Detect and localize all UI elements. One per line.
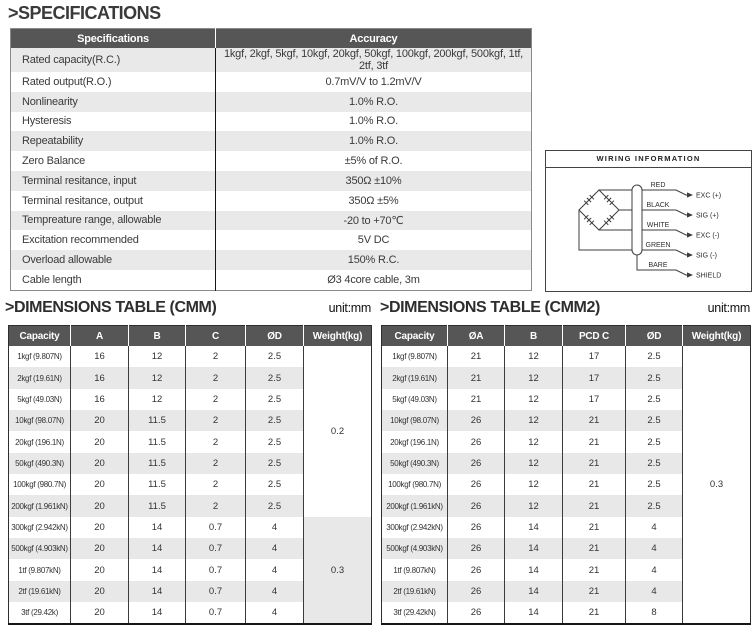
dim-column-header: B [505,326,563,347]
dim-value-cell: 21 [563,431,626,452]
dim-value-cell: 11.5 [129,453,186,474]
dim-column-header: Weight(kg) [304,326,372,347]
spec-column-header: Specifications [11,29,216,49]
dim-value-cell: 16 [71,389,129,410]
dim-capacity-cell: 200kgf (1.961kN) [9,495,71,516]
spec-row-label: Overload allowable [11,250,216,270]
dim-capacity-cell: 5kgf (49.03N) [382,389,448,410]
spec-row [11,171,532,191]
dim-value-cell: 2 [186,495,246,516]
spec-row-value: 0.7mV/V to 1.2mV/V [216,72,532,92]
dimensions-table-cmm2 [381,325,751,625]
dim-value-cell: 8 [626,602,683,624]
dim-capacity-cell: 100kgf (980.7N) [9,474,71,495]
dim-value-cell: 4 [246,559,304,580]
dim-value-cell: 20 [71,517,129,538]
wire-signal-label: SIG (+) [696,212,719,220]
wire-color-label: BARE [648,262,668,269]
dim-value-cell: 11.5 [129,431,186,452]
wire-green [642,242,717,260]
dim-value-cell: 14 [505,538,563,559]
dim-value-cell: 21 [563,559,626,580]
dim-capacity-cell: 1tf (9.807kN) [9,559,71,580]
dim-value-cell: 21 [448,367,505,388]
dim-value-cell: 14 [129,581,186,602]
dim-value-cell: 12 [505,389,563,410]
spec-row [11,48,532,72]
dim-column-header: ØA [448,326,505,347]
dim-value-cell: 16 [71,346,129,367]
spec-row-label: Tempreature range, allowable [11,211,216,231]
spec-row-value: 1.0% R.O. [216,92,532,112]
accuracy-column-header: Accuracy [216,29,532,49]
dimensions-table-cmm [8,325,372,625]
dim-header-row [382,326,751,347]
dim-capacity-cell: 300kgf (2.942kN) [9,517,71,538]
dim-value-cell: 17 [563,346,626,367]
dim-value-cell: 2.5 [246,474,304,495]
dim-weight-cell: 0.2 [304,346,372,517]
dim-weight-cell: 0.3 [304,517,372,625]
dim-value-cell: 26 [448,517,505,538]
dim-value-cell: 2.5 [626,410,683,431]
spec-row-value: 5V DC [216,230,532,250]
dim-value-cell: 4 [246,581,304,602]
dim-value-cell: 11.5 [129,495,186,516]
dim-row [382,346,751,367]
dim-value-cell: 21 [563,581,626,602]
dim-value-cell: 21 [448,389,505,410]
dim-value-cell: 26 [448,602,505,624]
dim-value-cell: 12 [505,474,563,495]
dim-value-cell: 4 [626,538,683,559]
dim-capacity-cell: 2tf (19.61kN) [9,581,71,602]
dim-value-cell: 14 [129,517,186,538]
spec-row-value: 1.0% R.O. [216,112,532,132]
spec-row-value: 1kgf, 2kgf, 5kgf, 10kgf, 20kgf, 50kgf, 100kgf, 200kgf, 500kgf, 1tf, 2tf, 3tf [216,48,532,72]
spec-row [11,112,532,132]
spec-row [11,270,532,290]
spec-row-value: 350Ω ±10% [216,171,532,191]
dim-value-cell: 2.5 [626,431,683,452]
spec-row-label: Zero Balance [11,151,216,171]
specifications-table [10,28,532,291]
dim-value-cell: 14 [129,538,186,559]
dim-column-header: Weight(kg) [683,326,751,347]
dim-capacity-cell: 5kgf (49.03N) [9,389,71,410]
spec-row-value: 1.0% R.O. [216,131,532,151]
dim-value-cell: 2 [186,389,246,410]
dim-value-cell: 12 [505,346,563,367]
dim-value-cell: 12 [505,453,563,474]
dimensions-cmm-header [5,299,371,317]
dim-value-cell: 26 [448,538,505,559]
dim-column-header: A [71,326,129,347]
dim-value-cell: 2.5 [246,410,304,431]
dim-column-header: B [129,326,186,347]
dim-value-cell: 16 [71,367,129,388]
dim-weight-cell: 0.3 [683,346,751,624]
spec-row-label: Rated output(R.O.) [11,72,216,92]
dim-value-cell: 2.5 [626,389,683,410]
dim-value-cell: 12 [505,431,563,452]
dim-value-cell: 26 [448,581,505,602]
dim-value-cell: 21 [563,538,626,559]
dim-value-cell: 2.5 [246,346,304,367]
dim-value-cell: 12 [505,410,563,431]
spec-row-label: Terminal resitance, input [11,171,216,191]
dim-header-row [9,326,372,347]
dim-value-cell: 2.5 [246,453,304,474]
spec-row-value: 350Ω ±5% [216,191,532,211]
wire-signal-label: EXC (+) [696,192,722,200]
dim-value-cell: 12 [505,495,563,516]
wiring-diagram [546,168,749,290]
dim-capacity-cell: 50kgf (490.3N) [9,453,71,474]
dim-value-cell: 4 [626,559,683,580]
dim-capacity-cell: 1kgf (9.807N) [382,346,448,367]
spec-row [11,92,532,112]
dim-value-cell: 26 [448,495,505,516]
dim-value-cell: 21 [563,602,626,624]
dim-value-cell: 4 [246,538,304,559]
dim-value-cell: 12 [129,389,186,410]
dim-value-cell: 21 [563,517,626,538]
wire-color-label: BLACK [646,202,670,209]
spec-row [11,250,532,270]
spec-row-label: Cable length [11,270,216,290]
dim-value-cell: 0.7 [186,559,246,580]
spec-row-label: Repeatability [11,131,216,151]
dim-row [9,346,372,367]
dim-capacity-cell: 2kgf (19.61N) [382,367,448,388]
dimensions-cmm2-title: >DIMENSIONS TABLE (CMM2) [380,299,600,316]
dim-value-cell: 4 [626,581,683,602]
spec-row-value: Ø3 4core cable, 3m [216,270,532,290]
dim-capacity-cell: 500kgf (4.903kN) [9,538,71,559]
dim-value-cell: 14 [505,581,563,602]
dim-value-cell: 0.7 [186,517,246,538]
dim-capacity-cell: 100kgf (980.7N) [382,474,448,495]
unit-label: unit:mm [328,301,371,315]
dim-value-cell: 0.7 [186,538,246,559]
dim-value-cell: 21 [563,453,626,474]
dim-value-cell: 26 [448,453,505,474]
dim-row [9,517,372,538]
wire-signal-label: SIG (-) [696,252,717,260]
dim-value-cell: 2 [186,431,246,452]
wire-signal-label: SHIELD [696,272,722,280]
dim-value-cell: 4 [626,517,683,538]
spec-row [11,131,532,151]
dim-capacity-cell: 2kgf (19.61N) [9,367,71,388]
spec-row [11,230,532,250]
dim-value-cell: 2.5 [626,453,683,474]
dim-value-cell: 26 [448,410,505,431]
dim-value-cell: 4 [246,602,304,624]
dim-value-cell: 20 [71,453,129,474]
dim-value-cell: 26 [448,431,505,452]
dim-value-cell: 2.5 [626,474,683,495]
dim-value-cell: 0.7 [186,602,246,624]
dim-value-cell: 17 [563,389,626,410]
cable-sheath-icon [632,185,642,255]
dim-value-cell: 20 [71,559,129,580]
dim-capacity-cell: 10kgf (98.07N) [382,410,448,431]
dim-value-cell: 20 [71,538,129,559]
dim-value-cell: 2 [186,453,246,474]
dim-column-header: ØD [246,326,304,347]
spec-row-label: Rated capacity(R.C.) [11,48,216,72]
dim-value-cell: 2 [186,346,246,367]
dim-value-cell: 11.5 [129,410,186,431]
dim-capacity-cell: 200kgf (1.961kN) [382,495,448,516]
dim-value-cell: 20 [71,581,129,602]
dim-capacity-cell: 1tf (9.807kN) [382,559,448,580]
dim-column-header: C [186,326,246,347]
dim-value-cell: 2 [186,410,246,431]
dim-value-cell: 2.5 [246,367,304,388]
dim-value-cell: 4 [246,517,304,538]
dim-value-cell: 21 [563,410,626,431]
spec-row-value: -20 to +70℃ [216,211,532,231]
dim-capacity-cell: 10kgf (98.07N) [9,410,71,431]
spec-row-value: 150% R.C. [216,250,532,270]
wire-color-label: GREEN [645,242,671,249]
dim-value-cell: 17 [563,367,626,388]
dim-value-cell: 2.5 [626,346,683,367]
dim-value-cell: 12 [129,346,186,367]
specifications-title: >SPECIFICATIONS [8,3,161,23]
dim-value-cell: 11.5 [129,474,186,495]
spec-row [11,211,532,231]
dim-value-cell: 12 [505,367,563,388]
dim-capacity-cell: 50kgf (490.3N) [382,453,448,474]
wire-color-label: RED [650,182,666,189]
dim-value-cell: 2.5 [626,495,683,516]
dim-value-cell: 20 [71,602,129,624]
wire-red [642,182,721,200]
unit-label: unit:mm [707,301,750,315]
dim-capacity-cell: 3tf (29.42kN) [382,602,448,624]
dim-value-cell: 2.5 [246,389,304,410]
wiring-information-panel [545,150,752,292]
dim-value-cell: 20 [71,431,129,452]
dim-value-cell: 14 [505,602,563,624]
dim-value-cell: 14 [129,559,186,580]
dim-value-cell: 20 [71,495,129,516]
dimensions-cmm2-header [380,299,750,317]
spec-header-row [11,29,532,49]
dim-column-header: ØD [626,326,683,347]
wire-color-label: WHITE [646,222,670,229]
dim-value-cell: 2.5 [246,495,304,516]
dim-value-cell: 14 [505,517,563,538]
spec-row [11,151,532,171]
dim-capacity-cell: 20kgf (196.1N) [9,431,71,452]
spec-row-label: Terminal resitance, output [11,191,216,211]
spec-row-value: ±5% of R.O. [216,151,532,171]
dim-value-cell: 14 [505,559,563,580]
dim-value-cell: 14 [129,602,186,624]
spec-row [11,72,532,92]
wire-white [642,222,719,240]
wire-signal-label: EXC (-) [696,232,720,240]
spec-row [11,191,532,211]
dim-capacity-cell: 500kgf (4.903kN) [382,538,448,559]
dim-value-cell: 2.5 [626,367,683,388]
dim-value-cell: 26 [448,474,505,495]
dim-capacity-cell: 300kgf (2.942kN) [382,517,448,538]
dim-value-cell: 12 [129,367,186,388]
dim-capacity-cell: 20kgf (196.1N) [382,431,448,452]
dim-capacity-cell: 3tf (29.42k) [9,602,71,624]
dim-value-cell: 20 [71,474,129,495]
wheatstone-bridge-icon [579,190,619,230]
dim-column-header: Capacity [9,326,71,347]
dimensions-cmm-title: >DIMENSIONS TABLE (CMM) [5,299,217,316]
dim-column-header: Capacity [382,326,448,347]
dim-value-cell: 2 [186,474,246,495]
dim-value-cell: 26 [448,559,505,580]
wire-black [642,202,719,220]
dim-value-cell: 0.7 [186,581,246,602]
spec-row-label: Nonlinearity [11,92,216,112]
dim-value-cell: 21 [563,474,626,495]
spec-row-label: Hysteresis [11,112,216,132]
dim-column-header: PCD C [563,326,626,347]
dim-value-cell: 21 [448,346,505,367]
dim-value-cell: 2 [186,367,246,388]
dim-value-cell: 21 [563,495,626,516]
dim-capacity-cell: 2tf (19.61kN) [382,581,448,602]
wiring-panel-title: WIRING INFORMATION [546,151,751,168]
dim-capacity-cell: 1kgf (9.807N) [9,346,71,367]
spec-row-label: Excitation recommended [11,230,216,250]
dim-value-cell: 20 [71,410,129,431]
dim-value-cell: 2.5 [246,431,304,452]
